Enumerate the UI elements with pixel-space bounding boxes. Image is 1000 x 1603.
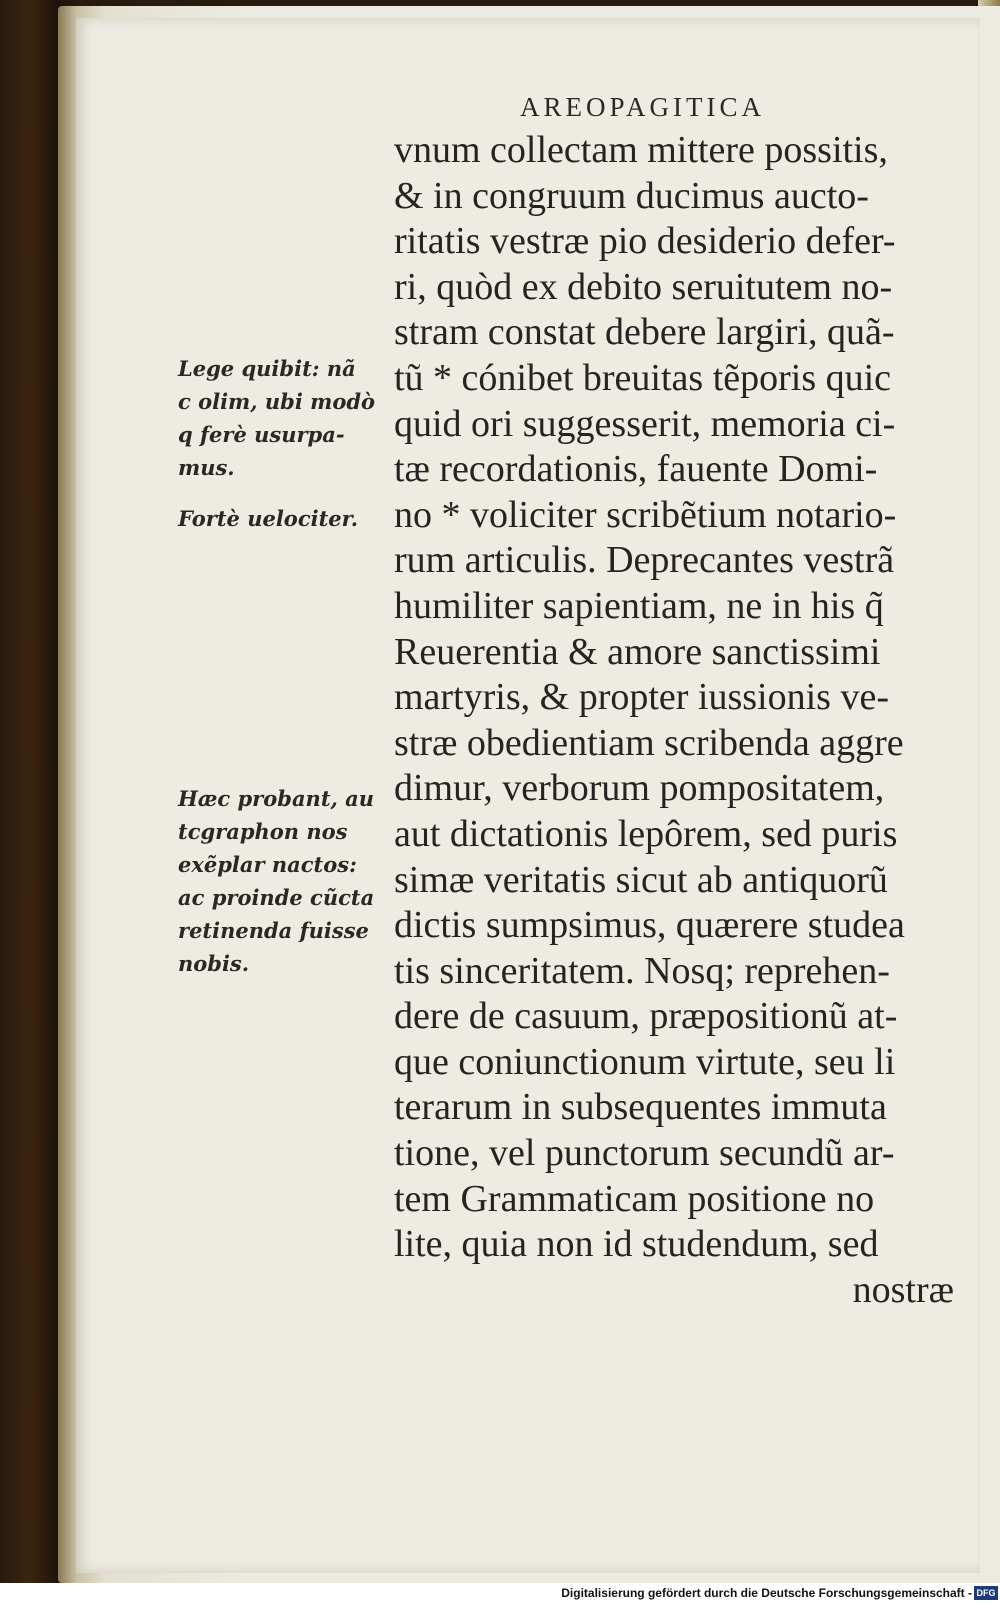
margin-note-line: nobis. — [178, 951, 250, 976]
margin-note-line: mus. — [178, 455, 235, 480]
text-line: stram constat debere largiri, quã- — [394, 311, 895, 354]
margin-note-line: Lege quibit: nã — [178, 356, 356, 381]
margin-note-line: c olim, ubi modò — [178, 389, 376, 414]
text-line: tæ recordationis, fauente Domi- — [394, 448, 878, 491]
margin-note-2 — [178, 502, 393, 535]
text-line: martyris, & propter iussionis ve- — [394, 676, 889, 719]
text-line: dimur, verborum pompositatem, — [394, 767, 885, 810]
margin-note-line: ac proinde cũcta — [178, 885, 375, 910]
margin-note-1 — [178, 352, 393, 484]
margin-note-line: tcgraphon nos — [178, 819, 348, 844]
text-line: tione, vel punctorum secundũ ar- — [394, 1132, 895, 1175]
digitization-footer — [0, 1583, 1000, 1603]
margin-note-line: Hæc probant, au — [178, 786, 375, 811]
text-line: ri, quòd ex debito seruitutem no- — [394, 265, 893, 308]
text-line: ritatis vestræ pio desiderio defer- — [394, 220, 896, 263]
text-line: simæ veritatis sicut ab antiquorũ — [394, 858, 888, 901]
text-line: stræ obedientiam scribenda aggre — [394, 721, 904, 764]
text-line: Reuerentia & amore sanctissimi — [394, 630, 881, 673]
text-line: no * voliciter scribẽtium notario- — [394, 493, 897, 536]
main-text-block — [394, 128, 954, 1313]
text-line: tis sinceritatem. Nosq; reprehen- — [394, 949, 890, 992]
text-line: rum articulis. Deprecantes vestrã — [394, 539, 895, 582]
text-line: aut dictationis lepôrem, sed puris — [394, 812, 898, 855]
text-line: tũ * cónibet breuitas tẽporis quic — [394, 356, 892, 399]
text-line: humiliter sapientiam, ne in his q̃ — [394, 584, 884, 627]
margin-note-line: Fortè uelociter. — [178, 506, 359, 531]
text-line: vnum collectam mittere possitis, — [394, 129, 888, 171]
margin-note-line: q ferè usurpa- — [178, 422, 345, 447]
running-head: AREOPAGITICA — [520, 92, 766, 122]
text-line: terarum in subsequentes immuta — [394, 1086, 887, 1129]
margin-note-3 — [178, 782, 393, 980]
margin-note-line: retinenda fuisse — [178, 918, 369, 943]
text-line: dictis sumpsimus, quærere studea — [394, 904, 905, 947]
text-line: quid ori suggesserit, memoria ci- — [394, 402, 896, 445]
text-line: que coniunctionum virtute, seu li — [394, 1040, 896, 1083]
margin-note-line: exẽplar nactos: — [178, 852, 357, 877]
footer-credit: Digitalisierung gefördert durch die Deutsche Forschungsgemeinschaft - — [561, 1586, 972, 1600]
catchword: nostræ — [852, 1268, 954, 1311]
text-line: dere de casuum, præpositionũ at- — [394, 995, 898, 1038]
text-line: & in congruum ducimus aucto- — [394, 174, 869, 217]
text-line: tem Grammaticam positione no — [394, 1177, 875, 1220]
dfg-logo-icon: DFG — [974, 1586, 998, 1600]
text-line: lite, quia non id studendum, sed — [394, 1223, 879, 1266]
